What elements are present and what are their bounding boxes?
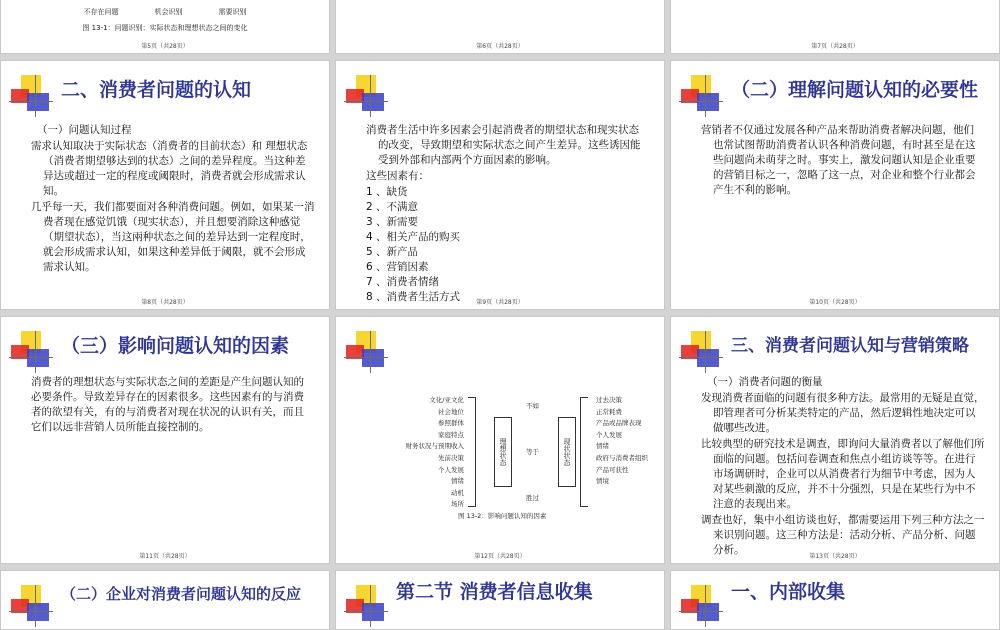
slide-footer: 第8页（共28页） [141, 299, 189, 306]
slide-footer: 第5页（共28页） [141, 43, 189, 50]
paragraph: 调查也好，集中小组访谈也好，都需要运用下列三种方法之一来识别问题。这三种方法是：活动分析、产品分析、问题分析。 [701, 514, 985, 556]
paragraph: 消费者的理想状态与实际状态之间的差距是产生问题认知的必要条件。导致差异存在的因素很多。这些因素有的与消费者的欲望有关，有的与消费者对现在状况的认识有关，而且它们以远非营销人员所能直接控制的。 [31, 376, 304, 433]
corner-decoration [9, 75, 53, 117]
slide-title: （二）企业对消费者问题认知的反应 [61, 585, 302, 603]
left-factor: 动机 [451, 488, 464, 497]
slide-thumbnail-9[interactable] [335, 60, 665, 310]
left-factor: 先前决策 [438, 453, 464, 462]
slide-thumbnail-6[interactable] [335, 0, 665, 54]
slide-footer: 第12页（共28页） [474, 553, 526, 560]
corner-decoration [344, 331, 388, 373]
paragraph: 消费者生活中许多因素会引起消费者的期望状态和现实状态的改变，导致期望和实际状态之间产生差异。这些诱因能受到外部和内部两个方面因素的影响。 [366, 124, 641, 166]
slide-thumbnail-16[interactable] [670, 570, 1000, 630]
list-item: 7 、消费者情绪 [366, 276, 440, 288]
slide-footer: 第9页（共28页） [476, 299, 524, 306]
slide-thumbnail-5[interactable] [0, 0, 330, 54]
right-factor: 个人发展 [596, 430, 622, 439]
slide-title: （二）理解问题认知的必要性 [731, 79, 979, 101]
slide-footer: 第10页（共28页） [809, 299, 861, 306]
slide-thumbnail-13[interactable] [670, 316, 1000, 564]
right-factor-list [596, 395, 665, 488]
list-item: 3 、新需要 [366, 216, 419, 228]
list-item: 8 、消费者生活方式 [366, 291, 461, 303]
slide-title: 二、消费者问题的认知 [61, 79, 252, 101]
corner-decoration [9, 585, 53, 627]
slide-title: 三、消费者问题认知与营销策略 [731, 336, 969, 356]
slide-thumbnail-7[interactable] [670, 0, 1000, 54]
slide-thumbnail-12[interactable] [335, 316, 665, 564]
right-factor: 产品可获性 [596, 465, 629, 474]
left-factor: 参照群体 [438, 419, 464, 428]
right-factor: 正常耗费 [596, 407, 622, 416]
corner-decoration [9, 331, 53, 373]
slide-thumbnail-8[interactable] [0, 60, 330, 310]
slide-title: 第二节 消费者信息收集 [396, 581, 593, 603]
slide-thumbnail-10[interactable] [670, 60, 1000, 310]
corner-decoration [344, 75, 388, 117]
corner-decoration [679, 331, 723, 373]
slide-thumbnail-14[interactable] [0, 570, 330, 630]
list-lead: 这些因素有： [366, 170, 429, 182]
list-item: 5 、新产品 [366, 246, 419, 258]
figure-13-2 [366, 387, 648, 547]
section-heading: （一）问题认知过程 [37, 124, 132, 136]
right-factor: 情境 [596, 477, 609, 486]
right-factor: 情绪 [596, 442, 609, 451]
left-factor: 场所 [451, 500, 464, 509]
list-item: 1 、缺货 [366, 186, 408, 198]
paragraph: 需求认知取决于实际状态（消费者的目前状态）和 理想状态（消费者期望够达到的状态）之间的差异程度。当这种差异达或超过一定的程度或阈限时，消费者就会形成需求认知。 [31, 140, 308, 197]
list-item: 2 、不满意 [366, 201, 419, 213]
corner-decoration [679, 75, 723, 117]
right-factor: 过去决策 [596, 396, 622, 404]
corner-decoration [344, 585, 388, 627]
corner-decoration [679, 585, 723, 627]
fig-label-need: 需要识别 [218, 8, 247, 16]
paragraph: 营销者不仅通过发展各种产品来帮助消费者解决问题，他们也常试图帮助消费者认识各种消费问题，有时甚至是在这些问题尚未萌芽之时。事实上，激发问题认知是企业重要的营销目标之一，忽略了这一点，对企业和整个行业都会产生不利的影响。 [701, 124, 976, 196]
left-factor: 社会地位 [438, 407, 464, 416]
left-factor: 个人发展 [438, 465, 464, 474]
compare-label-equal: 等于 [526, 448, 539, 456]
compare-label-less: 不如 [526, 402, 539, 410]
slide-footer: 第7页（共28页） [811, 43, 859, 50]
fig-label-opportunity: 机会识别 [154, 8, 183, 16]
figure-caption: 图 13-2：影响问题认知的因素 [458, 512, 547, 520]
actual-state-box: 现状状态 [558, 417, 576, 487]
list-item: 6 、营销因素 [366, 261, 429, 273]
ideal-state-box: 理想状态 [494, 417, 512, 487]
slide-thumbnail-15[interactable] [335, 570, 665, 630]
slide-footer: 第11页（共28页） [139, 553, 191, 560]
section-heading: （一）消费者问题的衡量 [707, 376, 823, 388]
paragraph: 比较典型的研究技术是调查，即询问大量消费者以了解他们所面临的问题。包括问卷调查和焦点小组访谈等等。在进行市场调研时，企业可以从消费者行为细节中考虑，因为人对某些刺激的反应，并不十分强烈，只是在某些行为中不注意的表现出来。 [701, 438, 985, 510]
right-factor: 产品或品牌表现 [596, 419, 642, 428]
left-factor: 家庭特点 [438, 430, 464, 439]
slide-title: （三）影响问题认知的因素 [61, 335, 290, 357]
figure-13-1 [1, 7, 329, 33]
paragraph: 几乎每一天，我们都要面对各种消费问题。例如，如果某一消费者现在感觉饥饿（现实状态），并且想要消除这种感觉（期望状态），当这兩种状态之间的差异达到一定程度时，就会形成需求认知，如果这种差异低于阈限，就不会形成需求认知。 [31, 201, 315, 273]
right-factor: 政府与消费者组织 [596, 453, 648, 462]
slide-footer: 第6页（共28页） [476, 43, 524, 50]
compare-label-greater: 胜过 [526, 494, 539, 502]
left-factor: 情绪 [451, 477, 464, 486]
fig-label-no-problem: 不存在问题 [83, 8, 119, 16]
left-bracket [468, 397, 476, 507]
slide-footer: 第13页（共28页） [809, 553, 861, 560]
left-factor: 财务状况与预期收入 [405, 442, 464, 451]
list-item: 4 、相关产品的购买 [366, 231, 461, 243]
paragraph: 发现消费者面临的问题有很多种方法。最常用的无疑是直觉，即管理者可分析某类特定的产品，然后逻辑性地决定可以做哪些改进。 [701, 392, 985, 434]
slide-thumbnail-11[interactable] [0, 316, 330, 564]
left-factor-list [366, 395, 464, 511]
right-bracket [580, 397, 588, 507]
left-factor: 文化/亚文化 [429, 396, 464, 404]
slide-title: 一、内部收集 [731, 581, 846, 603]
figure-caption: 图 13-1：问题识别：实际状态和理想状态之间的变化 [82, 24, 248, 32]
